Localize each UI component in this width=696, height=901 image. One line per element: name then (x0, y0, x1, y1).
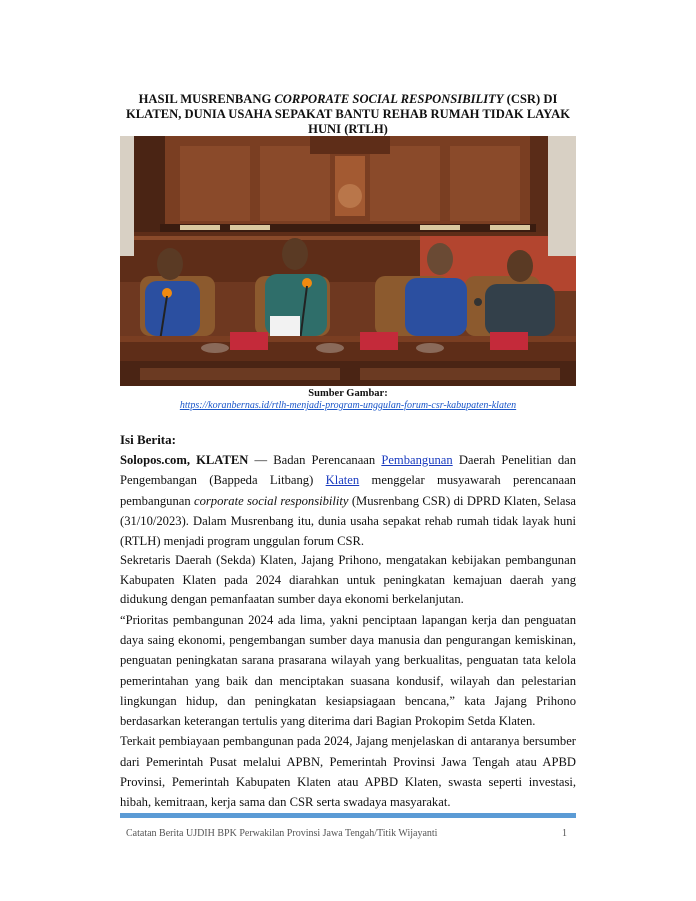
paragraph-2: Sekretaris Daerah (Sekda) Klaten, Jajang Prihono, mengatakan kebijakan pembangunan Kabupaten Klaten pada 2024 diarahkan untuk peningkatan kemajuan daerah yang didukung dengan pemanfaatan sumber daya ekonomi berkelanjutan. (120, 553, 576, 607)
title-part1: HASIL MUSRENBANG (138, 92, 275, 106)
paragraph-1-text-a: — Badan Perencanaan (248, 453, 382, 467)
article-title (120, 92, 576, 137)
link-klaten[interactable]: Klaten (325, 473, 360, 488)
paragraph-4: Terkait pembiayaan pembangunan pada 2024, Jajang menjelaskan di antaranya bersumber dari Pemerintah Pusat melalui APBN, Pemerintah Provinsi Jawa Tengah atau APBD Provinsi, Pemerintah Kabupaten Klaten atau APBD Klaten, swasta seperti investasi, hibah, kemitraan, kerja sama dan CSR serta swadaya masyarakat. (120, 734, 576, 810)
title-part2: (CSR) DI KLATEN, DUNIA USAHA SEPAKAT BANTU REHAB RUMAH TIDAK LAYAK HUNI (RTLH) (125, 92, 570, 136)
section-heading: Isi Berita: (120, 432, 176, 447)
paragraph-1-italic: corporate social responsibility (193, 493, 349, 508)
article-body (120, 450, 576, 813)
title-italic: CORPORATE SOCIAL RESPONSIBILITY (274, 92, 504, 106)
paragraph-1 (120, 450, 576, 551)
link-pembangunan[interactable]: Pembangunan (381, 453, 453, 467)
page-number: 1 (562, 828, 567, 839)
article-photo (120, 136, 576, 386)
photo-caption-label: Sumber Gambar: (308, 388, 388, 399)
photo-source-link[interactable]: https://koranbernas.id/rtlh-menjadi-program-unggulan-forum-csr-kabupaten-klaten (179, 400, 517, 411)
footer-rule (120, 813, 576, 818)
footer-text: Catatan Berita UJDIH BPK Perwakilan Provinsi Jawa Tengah/Titik Wijayanti (126, 828, 438, 839)
news-source: Solopos.com, KLATEN (120, 453, 249, 467)
paragraph-3: “Prioritas pembangunan 2024 ada lima, yakni penciptaan lapangan kerja dan penguatan daya saing ekonomi, pengembangan sumber daya manusia dan pengurangan kemiskinan, penguatan peningkatan sarana prasarana wilayah yang berkualitas, penguatan tata kelola pemerintahan yang baik dan menciptakan suasana kondusif, wilayah dan pelestarian lingkungan hidup, dan peningkatan kesiapsiagaan bencana,” kata Jajang Prihono berdasarkan keterangan tertulis yang diterima dari Bagian Prokopim Setda Klaten. (120, 612, 576, 729)
paragraph-1-text-c: menggelar musyawarah perencanaan pembangunan (120, 473, 576, 508)
paragraph-1-text-b: Daerah Penelitian dan Pengembangan (Bappeda Litbang) (120, 453, 576, 488)
paragraph-1-text-d: (Musrenbang CSR) di DPRD Klaten, Selasa (31/10/2023). Dalam Musrenbang itu, dunia usaha sepakat rehab rumah tidak layak huni (RTLH) menjadi program unggulan forum CSR. (120, 493, 576, 549)
